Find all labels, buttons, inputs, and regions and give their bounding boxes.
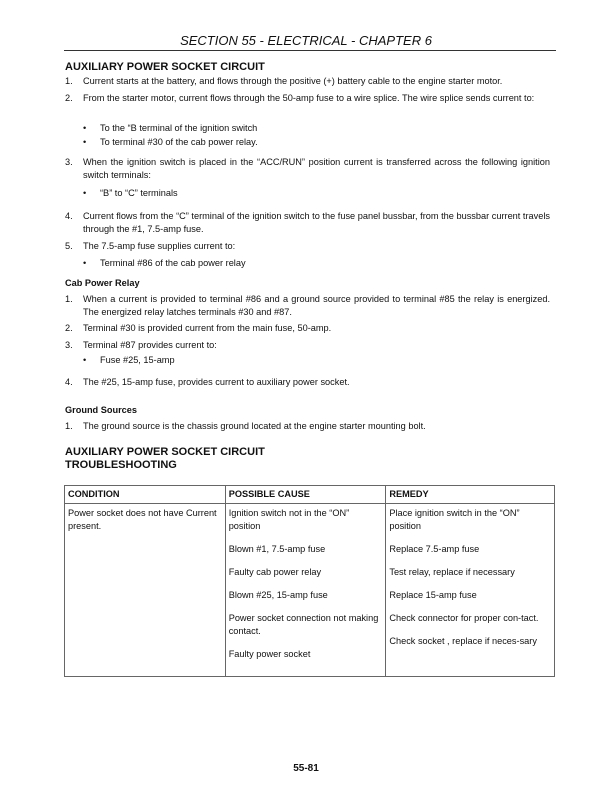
relay-step-4 [65,376,550,389]
bullet-text: To the “B terminal of the ignition switch [100,123,258,133]
section-header: SECTION 55 - ELECTRICAL - CHAPTER 6 [180,33,432,48]
cause-cell [225,504,386,677]
bullet-item: • Terminal #86 of the cab power relay [83,258,246,268]
column-header: POSSIBLE CAUSE [225,486,386,504]
step-number: 1. [65,421,73,431]
bullet-item: • “B” to “C” terminals [83,188,178,198]
bullet-text: Fuse #25, 15-amp [100,355,175,365]
troubleshooting-subtitle: TROUBLESHOOTING [65,459,177,471]
bullet-text: Terminal #86 of the cab power relay [100,258,246,268]
step-text: When a current is provided to terminal #86 and a ground source provided to terminal #85 the relay is energized. The energized relay latches terminals #30 and #87. [83,294,550,317]
step-number: 3. [65,340,73,350]
bullet-text: To terminal #30 of the cab power relay. [100,137,258,147]
cause-text: Faulty power socket [228,649,311,659]
step-number: 3. [65,157,73,167]
column-header: CONDITION [65,486,226,504]
condition-cell [65,504,226,677]
step-4 [65,210,550,236]
remedy-text: Replace 15-amp fuse [389,590,477,600]
relay-step-2 [65,322,550,335]
step-number: 4. [65,211,73,221]
cause-text: Blown #25, 15-amp fuse [228,590,328,600]
step-number: 1. [65,76,73,86]
remedy-text: Place ignition switch in the “ON” position [389,508,520,531]
cause-text: Power socket connection not making contact. [228,613,379,636]
step-text: When the ignition switch is placed in the “ACC/RUN” position current is transferred across the following ignition switch terminals: [83,157,550,180]
step-5 [65,240,550,253]
step-text: From the starter motor, current flows through the 50-amp fuse to a wire splice. The wire splice sends current to: [83,93,535,103]
cause-text: Faulty cab power relay [228,567,322,577]
page-number: 55-81 [293,763,319,774]
bullet-item: • To terminal #30 of the cab power relay. [83,137,258,147]
troubleshooting-title: AUXILIARY POWER SOCKET CIRCUIT [65,446,265,458]
remedy-text: Test relay, replace if necessary [389,567,515,577]
bullet-item: • To the “B terminal of the ignition switch [83,123,258,133]
table-header-row [65,486,555,504]
step-text: The 7.5-amp fuse supplies current to: [83,241,236,251]
relay-step-1 [65,293,550,319]
step-text: Terminal #30 is provided current from the main fuse, 50-amp. [83,323,332,333]
cause-text: Ignition switch not in the “ON” position [228,508,350,531]
step-number: 1. [65,294,73,304]
bullet-text: “B” to “C” terminals [100,188,178,198]
ground-sources-heading: Ground Sources [65,405,137,415]
bullet-item: • Fuse #25, 15-amp [83,355,175,365]
step-number: 2. [65,93,73,103]
cab-power-relay-heading: Cab Power Relay [65,278,140,288]
remedy-cell [386,504,555,677]
step-text: The #25, 15-amp fuse, provides current to auxiliary power socket. [83,377,350,387]
step-3 [65,156,550,182]
step-1 [65,75,550,88]
remedy-text: Replace 7.5-amp fuse [389,544,480,554]
ground-step-1 [65,420,550,433]
step-text: Current starts at the battery, and flows through the positive (+) battery cable to the engine starter motor. [83,76,503,86]
step-text: Current flows from the “C” terminal of the ignition switch to the fuse panel bussbar, from the bussbar current travels through the #1, 7.5-amp fuse. [83,211,550,234]
table-row [65,504,555,677]
step-number: 4. [65,377,73,387]
step-2 [65,92,550,105]
remedy-text: Check connector for proper con-tact. [389,613,539,623]
step-text: Terminal #87 provides current to: [83,340,217,350]
condition-text: Power socket does not have Current present. [68,508,217,531]
step-number: 5. [65,241,73,251]
column-header: REMEDY [386,486,555,504]
step-number: 2. [65,323,73,333]
header-divider [64,50,556,51]
section-title: AUXILIARY POWER SOCKET CIRCUIT [65,61,265,73]
relay-step-3 [65,339,550,352]
remedy-text: Check socket , replace if neces-sary [389,636,537,646]
cause-text: Blown #1, 7.5-amp fuse [228,544,326,554]
step-text: The ground source is the chassis ground located at the engine starter mounting bolt. [83,421,426,431]
troubleshooting-table [64,485,555,677]
